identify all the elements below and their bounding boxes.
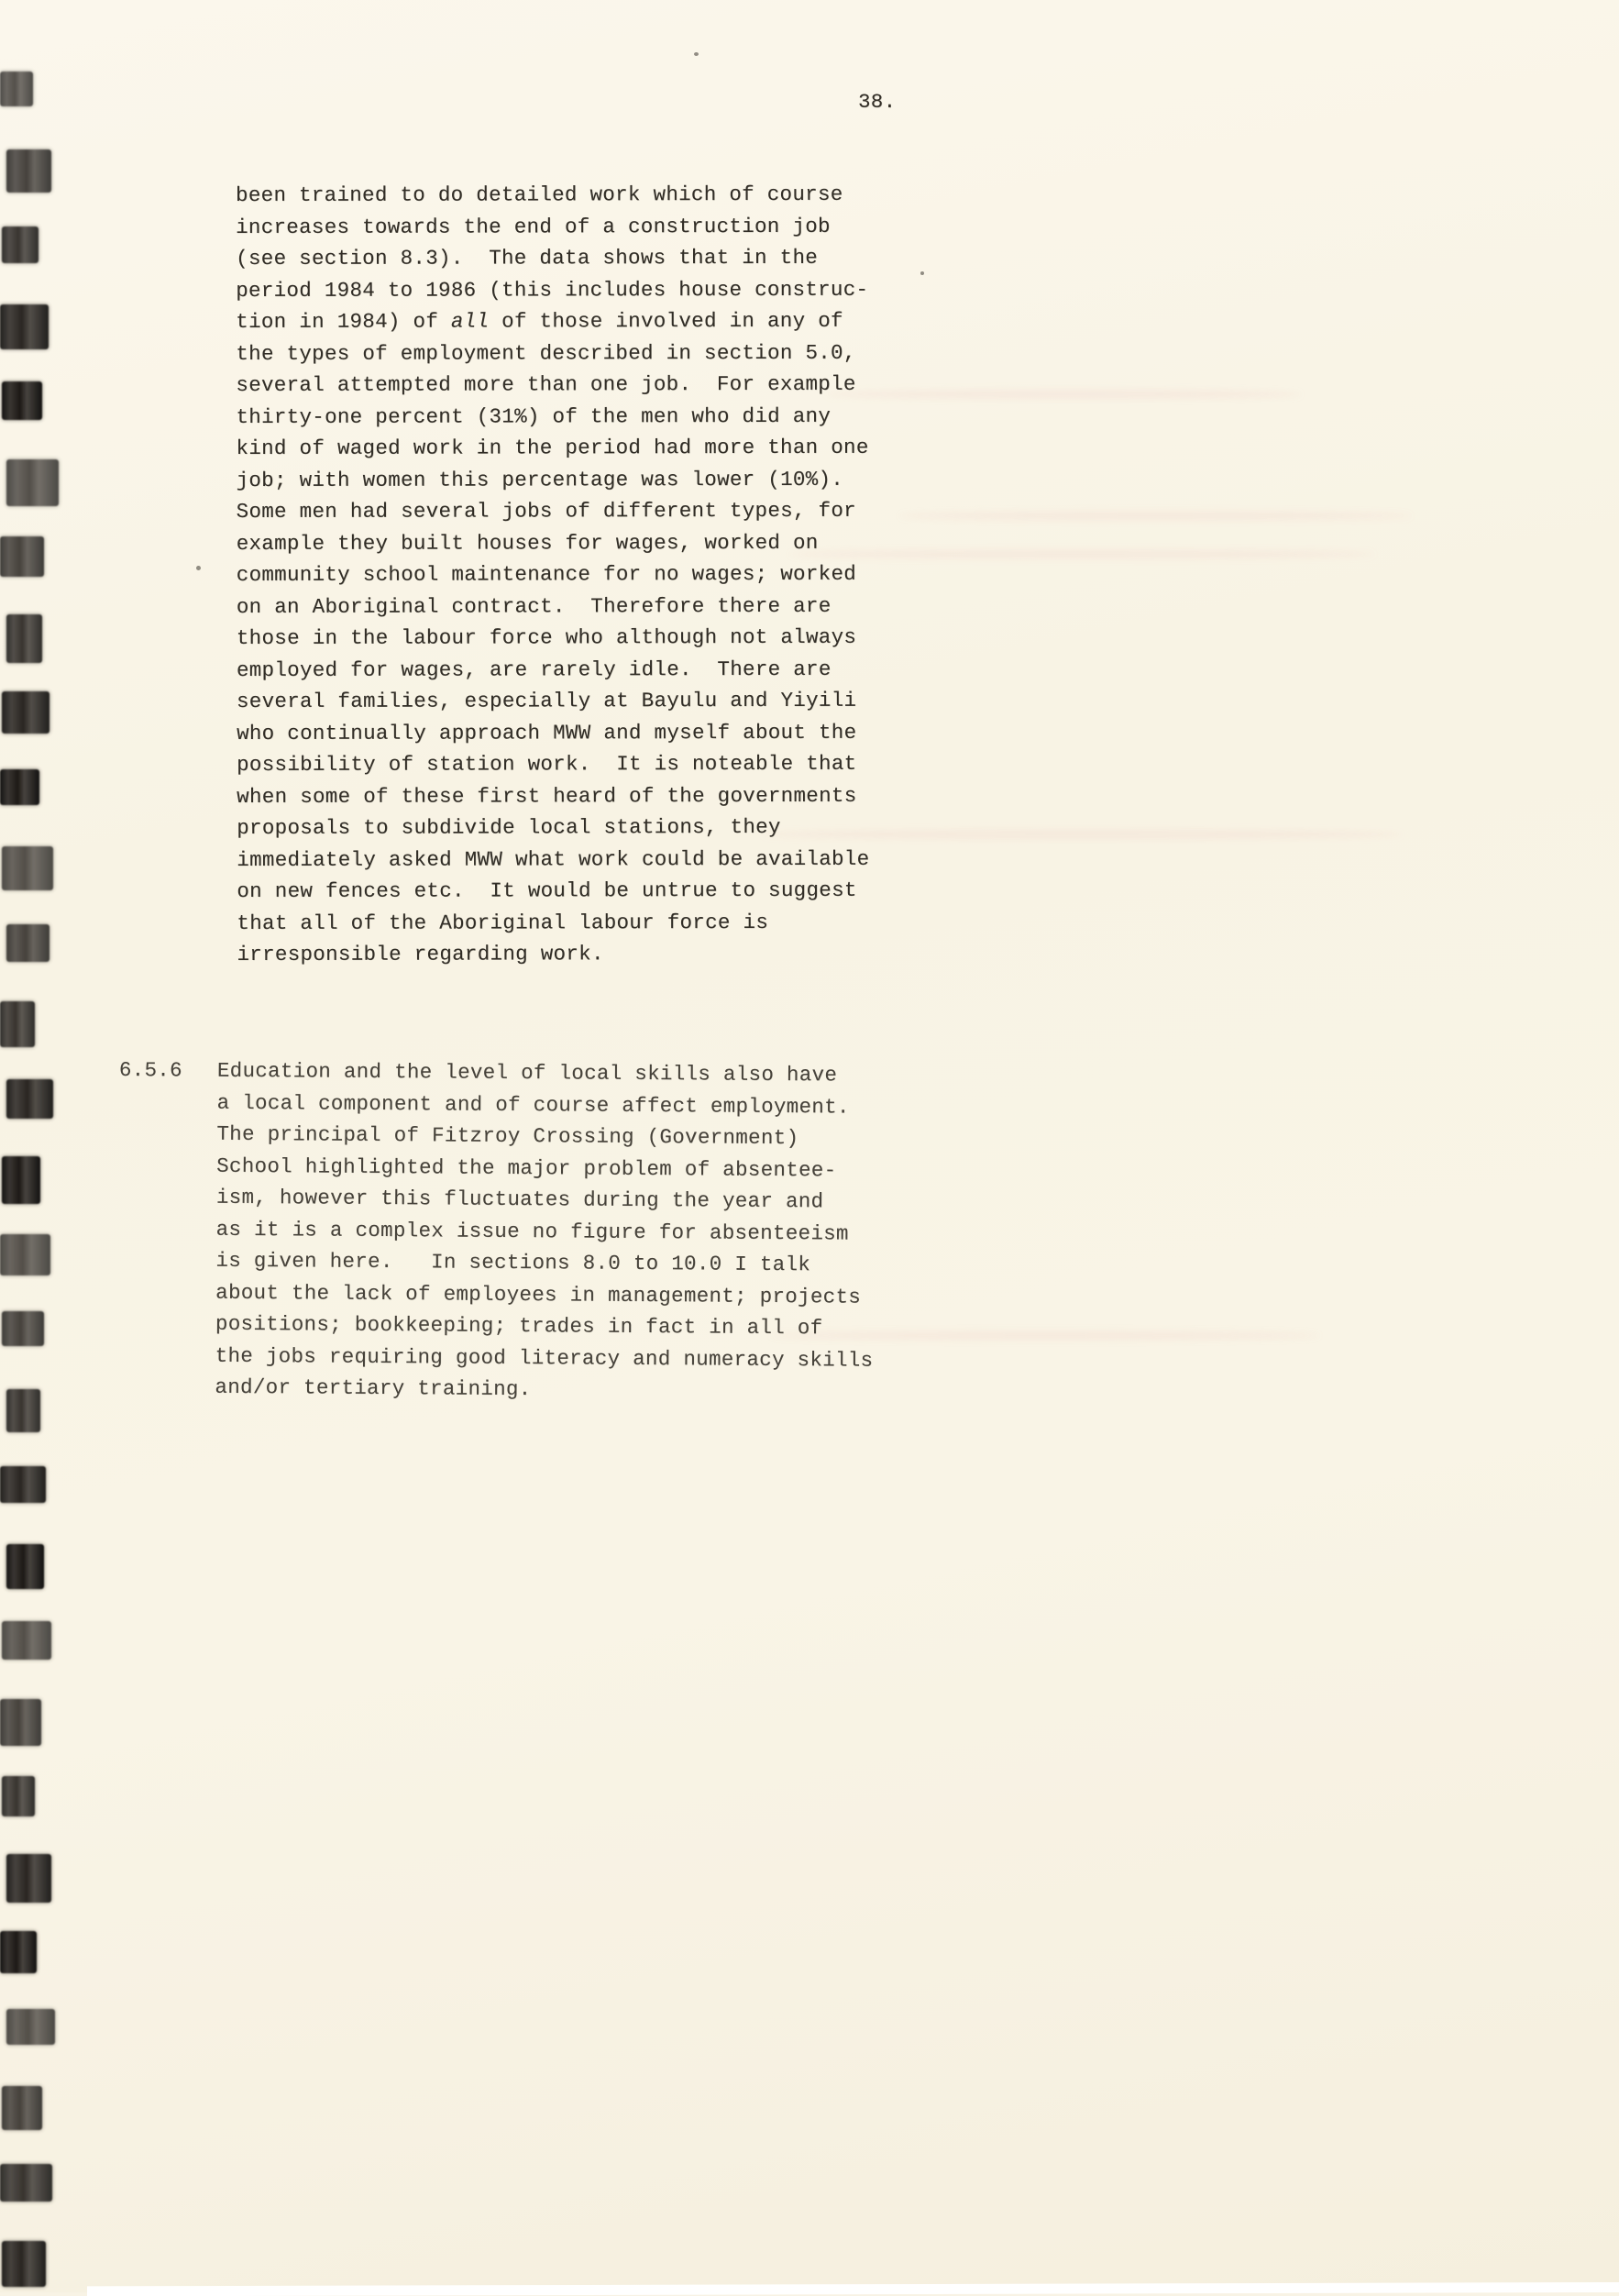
- binding-mark: [0, 1001, 35, 1047]
- ink-speck: [694, 52, 699, 56]
- binding-mark: [2, 226, 39, 263]
- body-paragraph: [236, 178, 1338, 971]
- section-number: 6.5.6: [118, 1057, 182, 1083]
- binding-mark: [6, 614, 42, 663]
- binding-marks: [0, 0, 73, 2292]
- paragraph-text: been trained to do detailed work which of course increases towards the end of a construction job (see section 8.3). The data shows that in the period 1984 to 1986 (this includes house construc- tion in 1984) of: [236, 182, 869, 334]
- binding-mark: [2, 1621, 51, 1660]
- binding-mark: [0, 1234, 50, 1275]
- binding-mark: [0, 1466, 46, 1503]
- binding-mark: [2, 1776, 35, 1816]
- binding-mark: [2, 691, 50, 734]
- scan-edge: [87, 2282, 1619, 2296]
- binding-mark: [6, 459, 59, 506]
- binding-mark: [6, 924, 50, 962]
- binding-mark: [2, 1156, 40, 1204]
- binding-mark: [6, 1854, 51, 1903]
- binding-mark: [2, 2086, 42, 2130]
- binding-mark: [6, 1389, 40, 1432]
- binding-mark: [2, 2241, 46, 2287]
- binding-mark: [6, 1544, 44, 1589]
- binding-mark: [0, 2164, 52, 2202]
- binding-mark: [0, 304, 49, 349]
- binding-mark: [0, 72, 33, 106]
- binding-mark: [2, 1311, 44, 1346]
- binding-mark: [2, 846, 53, 890]
- section-6-5-6: [116, 1054, 1180, 1410]
- binding-mark: [0, 536, 44, 577]
- paragraph-text: of those involved in any of the types of employment described in section 5.0, several attempted more than one job. For example thirty-one percent (31%) of the men who did any kind of waged work in the period had more than one job; with women this percentage was lower (10%). Some men had several jobs of different types, for example they built houses for wages, worked on community school maintenance for no wages; worked on an Aboriginal contract. Therefore there are those in the labour force who although not always employed for wages, are rarely idle. There are several families, especially at Bayulu and Yiyili who continually approach MWW and myself about the possibility of station work. It is noteable that when some of these first heard of the governments proposals to subdivide local stations, they immediately asked MWW what work could be available on new fences etc. It would be untrue to suggest that all of the Aboriginal labour force is irresponsible regarding work.: [236, 308, 870, 966]
- italic-word: all: [450, 309, 490, 334]
- binding-mark: [2, 381, 42, 420]
- section-paragraph: Education and the level of local skills also have a local component and of course affect employment. The principal of Fitzroy Crossing (Government) School highlighted the major problem of absentee- ism, however this fluctuates during the year and as it is a complex issue no figure for absenteeism is given here. In sections 8.0 to 10.0 I talk about the lack of employees in management; projects positions; bookkeeping; trades in fact in all of the jobs requiring good literacy and numeracy skills and/or tertiary training.: [215, 1058, 874, 1402]
- binding-mark: [0, 1699, 41, 1746]
- binding-mark: [0, 1931, 37, 1973]
- binding-mark: [0, 769, 39, 805]
- ink-speck: [196, 566, 201, 570]
- binding-mark: [6, 2009, 55, 2045]
- binding-mark: [6, 1079, 53, 1119]
- page-number: 38.: [858, 90, 897, 114]
- binding-mark: [6, 149, 51, 193]
